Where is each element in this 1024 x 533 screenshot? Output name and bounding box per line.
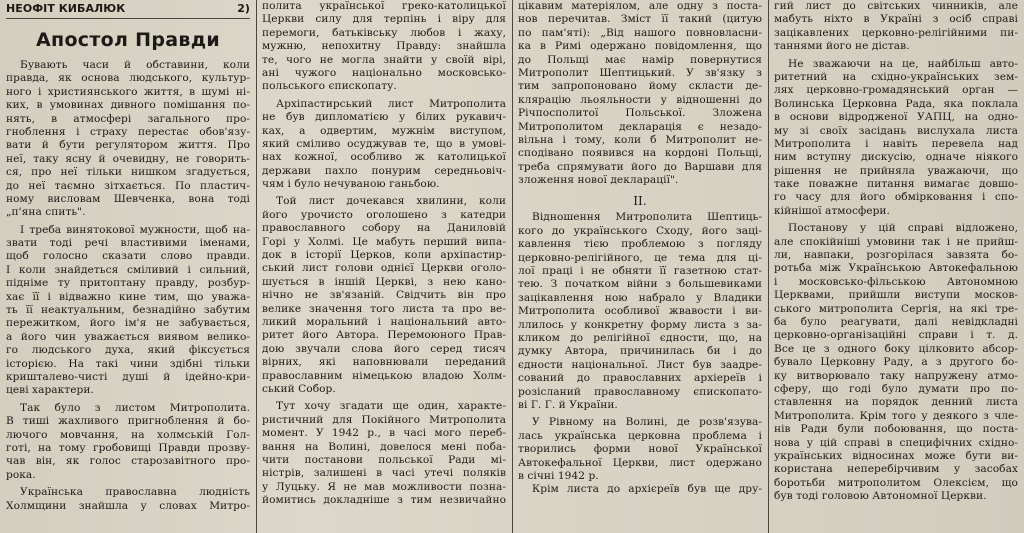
- text-line: дою звучали слова його серед тисяч: [262, 342, 506, 355]
- text-line: церковно-організаційні справи і т. д.: [774, 329, 1018, 342]
- column-text: [262, 0, 506, 507]
- text-line: Волинська Церковна Рада, яка поклала: [774, 97, 1018, 110]
- text-line: го людського духа, який фіксується: [6, 344, 250, 357]
- text-line: а його чин уважається виявом велико-: [6, 330, 250, 343]
- text-line: кавлення тією проблемою з погляду: [518, 238, 762, 251]
- text-line: не був дипломатією у білих рукавич-: [262, 111, 506, 124]
- text-line: нів Ради були побоювання, що поста-: [774, 423, 1018, 436]
- text-line: ба було реагувати, далі невідкладні: [774, 315, 1018, 328]
- text-line: Не зважаючи на це, найбільш авто-: [788, 57, 1018, 70]
- article-header: [6, 0, 250, 19]
- text-line: го часу для його обмірковання і спо-: [774, 191, 1018, 204]
- text-line: момент. У 1942 р., в часі мого переб-: [262, 427, 506, 440]
- text-line: користана неперебірчивим у засобах: [774, 463, 1018, 476]
- text-line: ного і християнського життя, в шумі ні-: [6, 85, 250, 98]
- text-line: який сміливо осуджував те, що в умові-: [262, 137, 506, 150]
- text-line: в січні 1942 р.: [518, 469, 599, 482]
- text-line: ся, про неї тільки нишком згадується,: [6, 166, 250, 179]
- text-line: ку витворювало таку напружену атмо-: [774, 369, 1018, 382]
- text-line: клярацію льояльности у відношенні до: [518, 93, 762, 106]
- text-line: сферу, що годі було думати про по-: [774, 382, 1018, 395]
- text-line: по пам'яті): „Від нашого повновласни-: [518, 26, 762, 39]
- text-line: Церквами, прийшли виступи москов-: [774, 289, 1018, 302]
- text-line: велике значення того листа та про ве-: [262, 302, 506, 315]
- text-line: до Польщі має намір повернутися: [518, 53, 762, 66]
- text-line: щоб голосно сказати слово правди.: [6, 250, 250, 263]
- text-line: ритетний на східно-українських зем-: [774, 70, 1018, 83]
- text-line: ному висловам Шевченка, вона тоді: [6, 192, 250, 205]
- text-line: чав він, як голос старозавітного про-: [6, 455, 250, 468]
- column-1: [6, 0, 250, 513]
- text-line: Автокефальної Церкви, лист одержано: [518, 456, 762, 469]
- column-rule: [256, 0, 257, 533]
- text-line: Церкви силу для терпінь і віру для: [262, 13, 506, 26]
- text-line: думку Автора, причинилась би і до: [518, 345, 762, 358]
- text-line: єдности національної. Лист був заадре-: [518, 358, 762, 371]
- text-line: вільна і тому, коли б Митрополит не-: [518, 133, 762, 146]
- text-line: шується в іншій Церкві, з нею кано-: [262, 275, 506, 288]
- text-line: кришталево-чисті душі й ідейно-кри-: [6, 370, 250, 383]
- text-line: Українська православна людність: [20, 486, 250, 499]
- text-line: Архіпастирський лист Митрополита: [276, 97, 506, 110]
- text-line: цеві характери.: [6, 384, 94, 397]
- text-line: православним німецькою владою Холм-: [262, 369, 506, 382]
- text-line: йомитись докладніше з тим незвичайно: [262, 494, 506, 507]
- column-4: [774, 0, 1018, 503]
- text-line: вати й бути регулятором життя. Про: [6, 139, 250, 152]
- text-line: бувало Церковну Раду, а з другого бо-: [774, 356, 1018, 369]
- text-line: гноблення і страху перестає обов'язу-: [6, 125, 250, 138]
- text-line: нах кожної, особливо ж католицької: [262, 151, 506, 164]
- text-line: Все це з одного боку цілковито абсор-: [774, 342, 1018, 355]
- text-line: зацікавлених церковно-релігійними пи-: [774, 26, 1018, 39]
- author-name: НЕОФІТ КИБАЛЮК: [6, 2, 126, 15]
- text-line: боротьби митрополитом Олексієм, що: [774, 476, 1018, 489]
- column-text: [518, 0, 762, 497]
- text-line: ллилось у конкретну форму листа з за-: [518, 318, 762, 331]
- text-line: лої праці і не обняти її газетною стат-: [518, 265, 762, 278]
- text-line: підніме ту притоптану правду, розбур-: [6, 277, 250, 290]
- text-line: лях церковно-громадянський орган —: [774, 84, 1018, 97]
- text-line: ністрів, залишені в часі утечі поляків: [262, 467, 506, 480]
- text-line: Тут хочу згадати ще один, характе-: [276, 400, 506, 413]
- column-rule: [768, 0, 769, 533]
- text-line: ть її неактуальним, безнадійно забутим: [6, 304, 250, 317]
- text-line: ського митрополита Сергія, на які тре-: [774, 302, 1018, 315]
- text-line: тею. З початком війни з большевиками: [518, 278, 762, 291]
- text-line: ликий моральний і національний авто-: [262, 315, 506, 328]
- text-line: У Рівному на Волині, де розв'язува-: [532, 416, 762, 429]
- text-line: Той лист дочекався хвилини, коли: [276, 195, 506, 208]
- text-line: полита української греко-католицької: [262, 0, 506, 12]
- text-line: „п'яна спить".: [6, 206, 86, 219]
- text-line: таннями його не дістав.: [774, 40, 910, 53]
- text-line: кійнішої атмосфери.: [774, 204, 890, 217]
- text-line: Митрополита і навіть перевела над: [774, 137, 1018, 150]
- text-line: держави пахло понурим середньовіч-: [262, 164, 506, 177]
- text-line: треба спрямувати його до Варшави для: [518, 160, 762, 173]
- text-line: таке поважне питання вимагає довшо-: [774, 178, 1018, 191]
- column-text: [774, 0, 1018, 503]
- text-line: церковно-релігійного, це тема для ці-: [518, 251, 762, 264]
- text-line: у Луцьку. Я не мав можливости позна-: [262, 480, 506, 493]
- text-line: І коли знайдеться сміливий і сильний,: [6, 263, 250, 276]
- text-line: Митрополита особливої жвавости і ви-: [518, 305, 762, 318]
- text-line: цікавим матеріялом, але одну з поста-: [518, 0, 762, 12]
- text-line: сований до православних архіереїв і: [518, 372, 762, 385]
- text-line: був тоді головою Автономної Церкви.: [774, 490, 987, 503]
- text-line: ві Г. Г. й України.: [518, 398, 618, 411]
- text-line: ких, в умовинах дивного помішання по-: [6, 99, 250, 112]
- section-marker: II.: [633, 194, 647, 209]
- text-line: ротьба між Українською Автокефальною: [774, 262, 1018, 275]
- text-line: вірних, які наповнювали переданий: [262, 356, 506, 369]
- text-line: кого до українського Сходу, його заці-: [518, 224, 762, 237]
- text-line: нова у цій справі в специфічних східно-: [774, 436, 1018, 449]
- text-line: док в історії Церков, коли архіпастир-: [262, 249, 506, 262]
- text-line: звати тоді речі властивими іменами,: [6, 237, 250, 250]
- text-line: в основи відродженої УАПЦ, на одно-: [774, 111, 1018, 124]
- text-line: Митрополита. Крім того у деякого з чле-: [774, 409, 1018, 422]
- text-line: ставлення на порядок денний листа: [774, 396, 1018, 409]
- text-line: тим запропоновано йому скласти де-: [518, 80, 762, 93]
- text-line: чям і було нечуваною ганьбою.: [262, 178, 440, 191]
- text-line: але спокійніші умовини так і не прийш-: [774, 235, 1018, 248]
- column-rule: [512, 0, 513, 533]
- text-line: ський лист голови однієї Церкви оголо-: [262, 262, 506, 275]
- text-line: рока.: [6, 468, 36, 481]
- text-line: Відношення Митрополита Шептиць-: [532, 211, 762, 224]
- text-line: І треба винятокової мужности, щоб на-: [20, 223, 250, 236]
- text-line: Митрополитом декларація є незадо-: [518, 120, 762, 133]
- text-line: гий лист до світських чинників, але: [774, 0, 1018, 12]
- text-line: ський Собор.: [262, 382, 336, 395]
- text-line: Так було з листом Митрополита.: [20, 401, 250, 414]
- text-line: зложення нової декларації".: [518, 174, 679, 187]
- text-line: Митрополит Шептицький. У зв'язку з: [518, 66, 762, 79]
- text-line: сподівано появився на кордоні Польщі,: [518, 147, 762, 160]
- text-line: пережитком, його ім'я не забувається,: [6, 317, 250, 330]
- text-line: ка в Римі одержано повідомлення, що: [518, 40, 762, 53]
- article-title: Апостол Правди: [36, 29, 220, 51]
- text-line: ристичний для Покійного Митрополита: [262, 413, 506, 426]
- text-line: лючого мовчання, на холмській Гол-: [6, 428, 250, 441]
- text-line: кликом до релігійної єдности, що, на: [518, 331, 762, 344]
- text-line: зацікавлення ною набрало у Владики: [518, 291, 762, 304]
- text-line: неї, таку ясну й очевидну, не говорить-: [6, 152, 250, 165]
- text-line: нов перечитав. Зміст її такий (цитую: [518, 13, 762, 26]
- text-line: нічно не зв'язаній. Свідчить він про: [262, 289, 506, 302]
- column-2: [262, 0, 506, 507]
- text-line: Річпосполитої Польської. Зложена: [518, 107, 762, 120]
- text-line: ритет його Автора. Перемоюного Прав-: [262, 329, 506, 342]
- text-line: Постанову у цій справі відложено,: [788, 222, 1018, 235]
- text-line: ним вступну дискусію, одначе ніякого: [774, 151, 1018, 164]
- paragraph-gap: [518, 187, 762, 191]
- text-line: православного собору на Даниловій: [262, 222, 506, 235]
- text-line: ках, а одвертим, мужнім виступом,: [262, 124, 506, 137]
- text-line: мабуть ніхто в Україні з осіб справі: [774, 13, 1018, 26]
- text-line: розісланий православному єпископато-: [518, 385, 762, 398]
- text-line: перемоги, батьківську любов і жаху,: [262, 26, 506, 39]
- text-line: В тиші жахливого пригноблення й бо-: [6, 415, 250, 428]
- text-line: творились форми нової Української: [518, 443, 762, 456]
- text-line: Бувають часи й обставини, коли: [20, 59, 250, 71]
- text-line: вання на Волині, довелося мені поба-: [262, 440, 506, 453]
- text-line: мужню, непохитну Правду: знайшла: [262, 40, 506, 53]
- text-line: чити постанови польської Ради мі-: [262, 453, 506, 466]
- text-line: його урочисто оголошено з катедри: [262, 208, 506, 221]
- text-line: те, чого не могла знайти у своїй вірі,: [262, 53, 506, 66]
- text-line: лась українська церковна проблема і: [518, 429, 762, 442]
- text-line: історією. На такі чини здібні тільки: [6, 357, 250, 370]
- text-line: правда, як основа людського, культур-: [6, 72, 250, 85]
- text-line: рішення не прийняла уважаючи, що: [774, 164, 1018, 177]
- text-line: хає її і відважно кине тим, що уважа-: [6, 290, 250, 303]
- text-line: готі, на тому гробовищі Правди прозву-: [6, 441, 250, 454]
- text-line: українських відносинах може бути ви-: [774, 449, 1018, 462]
- text-line: нять, в атмосфері загального про-: [6, 112, 250, 125]
- page-number: 2): [237, 2, 250, 15]
- text-line: Горі у Холмі. Це мабуть перший випа-: [262, 235, 506, 248]
- column-text: [6, 59, 250, 513]
- text-line: польського єпископату.: [262, 80, 397, 93]
- text-line: до неї таємно зітхається. По пластич-: [6, 179, 250, 192]
- column-3: [518, 0, 762, 497]
- text-line: Крім листа до архієреїв був ще дру-: [532, 483, 762, 496]
- text-line: ані чужого національно московсько-: [262, 66, 506, 79]
- text-line: ли, навпаки, розгорілася завзята бо-: [774, 249, 1018, 262]
- text-line: і московсько-фільською Автономною: [774, 275, 1018, 288]
- text-line: му зі своїх засідань вислухала листа: [774, 124, 1018, 137]
- text-line: Холмщини знайшла у словах Митро-: [6, 499, 250, 512]
